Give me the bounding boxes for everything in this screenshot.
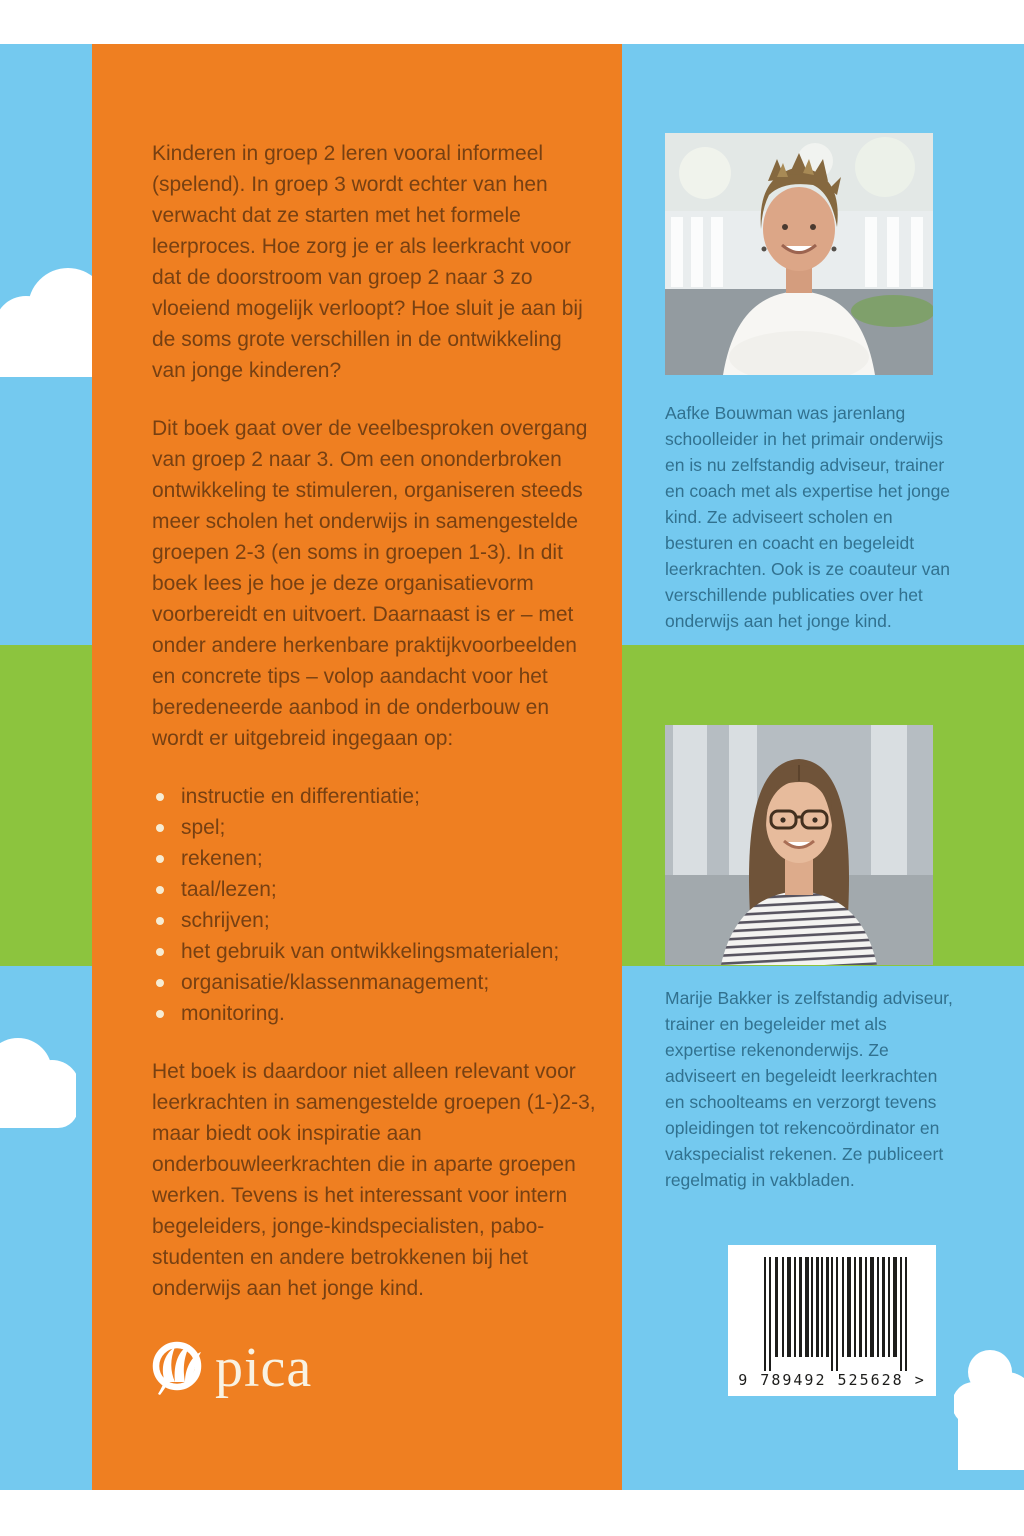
list-item	[156, 998, 592, 1029]
author-photo-aafke-bouwman	[665, 133, 933, 375]
pica-publisher-logo	[150, 1336, 312, 1400]
isbn-number: 9 789492 525628 >	[738, 1371, 926, 1389]
bullet-text: het gebruik van ontwikkelingsmaterialen;	[181, 940, 560, 963]
blurb-panel	[92, 44, 622, 1490]
topics-list	[152, 781, 592, 1029]
cloud-icon	[954, 1340, 1024, 1470]
list-item	[156, 812, 592, 843]
bullet-dot-icon	[156, 793, 164, 801]
bullet-dot-icon	[156, 886, 164, 894]
blurb-paragraph-1: Kinderen in groep 2 leren vooral informeel (spelend). In groep 3 wordt echter van hen verwacht dat ze starten met het formele leerproces. Hoe zorg je er als leerkracht voor dat de doorstroom van groep 2 naar 3 zo vloeiend mogelijk verloopt? Hoe sluit je aan bij de soms grote verschillen in de ontwikkeling van jonge kinderen?	[152, 142, 583, 382]
bullet-text: monitoring.	[181, 1002, 285, 1025]
book-back-cover	[0, 44, 1024, 1490]
publisher-name: pica	[215, 1337, 313, 1399]
list-item	[156, 781, 592, 812]
author-photo-marije-bakker	[665, 725, 933, 965]
bullet-dot-icon	[156, 948, 164, 956]
pica-bird-icon	[150, 1336, 202, 1400]
isbn-barcode	[728, 1245, 936, 1396]
author-bio-marije-bakker: Marije Bakker is zelfstandig adviseur, trainer en begeleider met als expertise rekenonderwijs. Ze adviseert en begeleidt leerkrachten en schoolteams en verzorgt tevens opleidingen tot rekencoördinator en vakspecialist rekenen. Ze publiceert regelmatig in vakbladen.	[665, 988, 953, 1190]
bullet-dot-icon	[156, 824, 164, 832]
bullet-text: instructie en differentiatie;	[181, 785, 420, 808]
bullet-dot-icon	[156, 855, 164, 863]
cloud-icon	[0, 256, 92, 377]
bullet-text: organisatie/klassenmanagement;	[181, 971, 490, 994]
bullet-text: spel;	[181, 816, 226, 839]
bullet-dot-icon	[156, 979, 164, 987]
bullet-text: taal/lezen;	[181, 878, 277, 901]
author-bio-aafke-bouwman: Aafke Bouwman was jarenlang schoolleider in het primair onderwijs en is nu zelfstandig adviseur, trainer en coach met als expertise het jonge kind. Ze adviseert scholen en besturen en coacht en begeleidt leerkrachten. Ook is ze coauteur van verschillende publicaties over het onderwijs aan het jonge kind.	[665, 403, 951, 631]
cloud-icon	[0, 1030, 76, 1128]
list-item	[156, 905, 592, 936]
blurb-paragraph-3: Het boek is daardoor niet alleen relevant voor leerkrachten in samengestelde groepen (1-)2-3, maar biedt ook inspiratie aan onderbouwleerkrachten die in aparte groepen werken. Tevens is het interessant voor intern begeleiders, jonge-kindspecialisten, pabo-studenten en andere betrokkenen bij het onderwijs aan het jonge kind.	[152, 1060, 596, 1300]
list-item	[156, 874, 592, 905]
list-item	[156, 967, 592, 998]
list-item	[156, 936, 592, 967]
bullet-text: rekenen;	[181, 847, 263, 870]
bullet-dot-icon	[156, 1010, 164, 1018]
bullet-dot-icon	[156, 917, 164, 925]
bullet-text: schrijven;	[181, 909, 270, 932]
list-item	[156, 843, 592, 874]
blurb-paragraph-2: Dit boek gaat over de veelbesproken overgang van groep 2 naar 3. Om een ononderbroken ontwikkeling te stimuleren, organiseren steeds meer scholen het onderwijs in samengestelde groepen 2-3 (en soms in groepen 1-3). In dit boek lees je hoe je deze organisatievorm voorbereidt en uitvoert. Daarnaast is er – met onder andere herkenbare praktijkvoorbeelden en concrete tips – volop aandacht voor het beredeneerde aanbod in de onderbouw en wordt er uitgebreid ingegaan op:	[152, 417, 588, 750]
